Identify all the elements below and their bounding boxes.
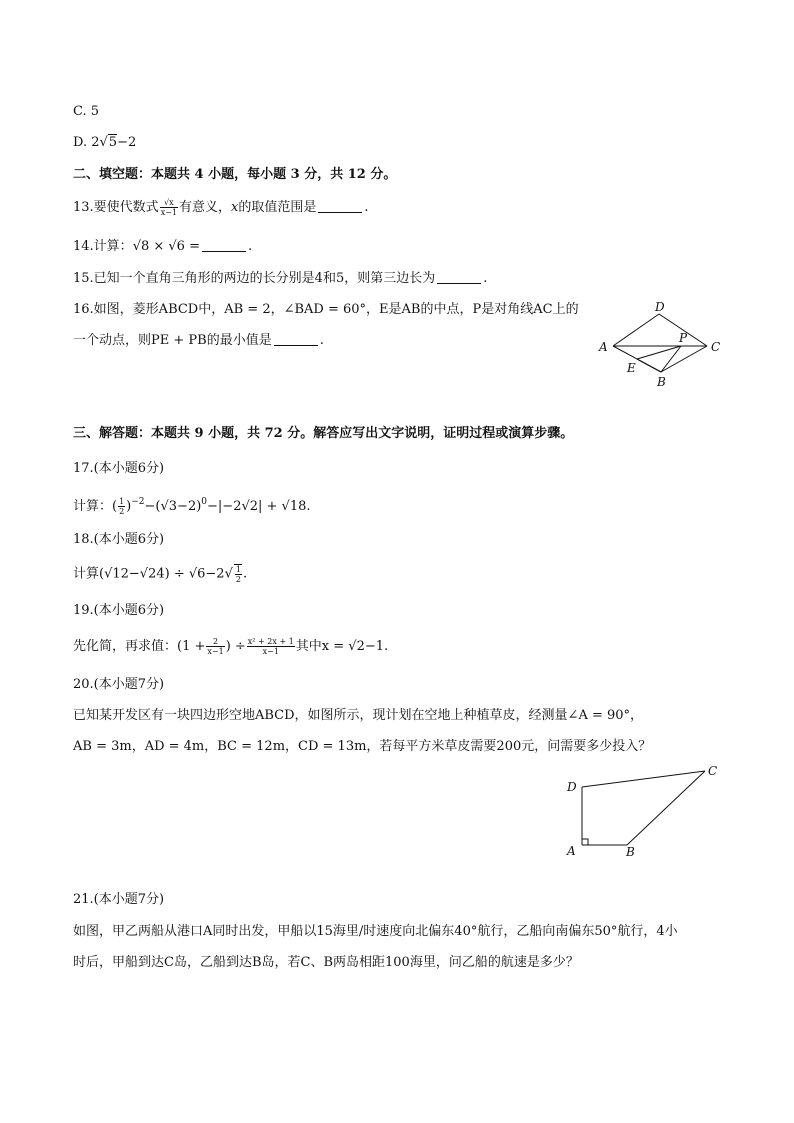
question-18-title: 18.(本小题6分)	[73, 532, 165, 547]
question-21-title: 21.(本小题7分)	[73, 892, 165, 907]
fraction: $\frac{1}{2}$	[235, 565, 241, 584]
question-20-line-1: 已知某开发区有一块四边形空地ABCD，如图所示，现计划在空地上种植草皮，经测量∠A = 90°，	[73, 708, 644, 723]
label-b: B	[626, 845, 635, 859]
rhombus-figure	[595, 298, 730, 390]
question-13: 13.要使代数式 $\frac{√x}{x-1}$ 有意义，x的取值范围是 .	[73, 198, 369, 217]
section-2-heading: 二、填空题：本题共 4 小题，每小题 3 分，共 12 分。	[73, 167, 397, 182]
answer-blank	[318, 198, 362, 213]
option-d: D. 2√5−2	[73, 135, 137, 150]
fraction: $\frac{\text{x² + 2x + 1}}{x-1}$	[247, 637, 294, 656]
question-16-line-2: 一个动点，则PE + PB的最小值是 .	[73, 333, 324, 348]
question-21-line-2: 时后，甲船到达C岛，乙船到达B岛，若C、B两岛相距100海里，问乙船的航速是多少？	[73, 955, 579, 970]
question-16-line-1: 16.如图，菱形ABCD中，AB = 2，∠BAD = 60°，E是AB的中点，P是对角线AC上的	[73, 302, 579, 317]
fraction: $\frac{√x}{x-1}$	[160, 198, 177, 217]
section-3-heading: 三、解答题：本题共 9 小题，共 72 分。解答应写出文字说明，证明过程或演算步骤。	[73, 426, 574, 441]
label-c: C	[708, 764, 718, 778]
option-c: C. 5	[73, 104, 100, 119]
answer-blank	[274, 331, 318, 346]
question-17-body: 计算：( $\frac{1}{2}$ )$^{-2}-(√3-2)^0-|-2√2| + √18$.	[73, 497, 311, 516]
label-e: E	[627, 361, 636, 375]
fraction: $\frac{2}{x-1}$	[207, 637, 224, 656]
question-21-line-1: 如图，甲乙两船从港口A同时出发，甲船以15海里/时速度向北偏东40°航行，乙船向南偏东50°航行，4小	[73, 924, 678, 939]
label-p: P	[679, 331, 688, 345]
label-a: A	[567, 844, 576, 858]
question-17-title: 17.(本小题6分)	[73, 461, 165, 476]
label-d: D	[567, 780, 577, 794]
fraction: $\frac{1}{2}$	[119, 497, 125, 516]
question-20-line-2: AB = 3m，AD = 4m，BC = 12m，CD = 13m，若每平方米草皮需要200元，问需要多少投入？	[73, 739, 652, 754]
question-19-body: 先化简，再求值：(1 + $\frac{2}{x-1}$ ) ÷ $\frac{\text{x² + 2x + 1}}{x-1}$ 其中x = √2−1.	[73, 637, 389, 656]
label-d: D	[655, 300, 665, 314]
question-19-title: 19.(本小题6分)	[73, 603, 165, 618]
answer-blank	[202, 237, 246, 252]
label-c: C	[711, 340, 721, 354]
answer-blank	[437, 269, 481, 284]
question-15: 15.已知一个直角三角形的两边的长分别是4和5，则第三边长为 .	[73, 271, 488, 286]
question-20-title: 20.(本小题7分)	[73, 677, 165, 692]
label-b: B	[657, 375, 666, 389]
question-14: 14.计算：√8 × √6 = .	[73, 239, 253, 254]
label-a: A	[599, 340, 608, 354]
quadrilateral-figure	[560, 760, 730, 862]
question-18-body: 计算(√12−√24) ÷ √6−2√ $\frac{1}{2}$ .	[73, 565, 248, 584]
